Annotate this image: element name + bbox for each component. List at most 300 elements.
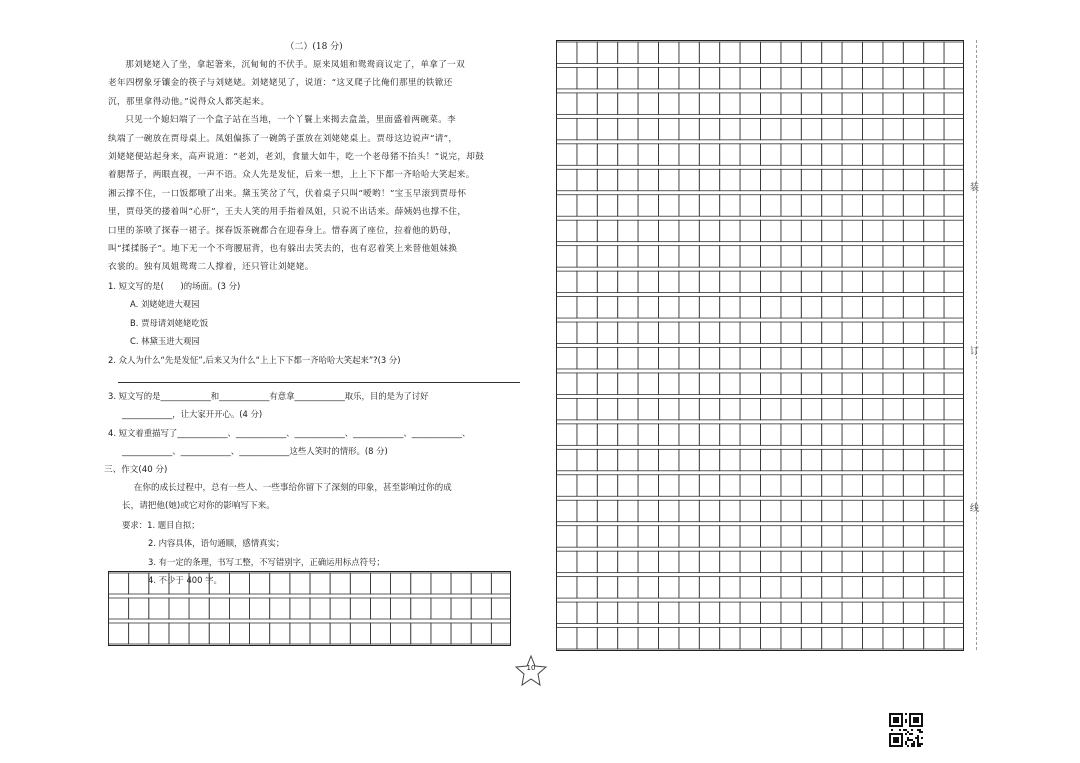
qr-module	[917, 743, 919, 745]
grid-cell	[618, 424, 638, 445]
grid-cell	[659, 67, 679, 88]
grid-cell	[129, 598, 149, 619]
grid-cell	[638, 271, 658, 292]
grid-cell	[781, 424, 801, 445]
grid-cell	[638, 526, 658, 547]
grid-cell	[618, 169, 638, 190]
grid-cell	[924, 526, 944, 547]
grid-cell	[638, 93, 658, 114]
grid-cell	[883, 500, 903, 521]
qr-module	[911, 739, 913, 741]
grid-cell	[944, 42, 964, 63]
grid-cell	[944, 118, 964, 139]
grid-cell	[801, 500, 821, 521]
grid-cell	[659, 42, 679, 63]
passage-line: 口里的茶喷了探春一裙子。探春饭茶碗都合在迎春身上。惜春离了座位，拉着他的奶母，	[108, 225, 457, 236]
grid-cell	[720, 322, 740, 343]
grid-cell	[638, 322, 658, 343]
grid-cell	[842, 220, 862, 241]
grid-cell	[944, 297, 964, 318]
grid-cell	[781, 118, 801, 139]
grid-cell	[229, 598, 249, 619]
grid-cell	[290, 623, 310, 644]
grid-cell	[129, 573, 149, 594]
grid-cell	[842, 551, 862, 572]
grid-cell	[883, 297, 903, 318]
grid-cell	[883, 628, 903, 649]
grid-cell	[699, 246, 719, 267]
grid-cell	[391, 573, 411, 594]
grid-cell	[699, 475, 719, 496]
grid-cell	[781, 526, 801, 547]
grid-cell	[618, 297, 638, 318]
grid-cell	[577, 195, 597, 216]
grid-cell	[431, 573, 451, 594]
grid-cell	[801, 424, 821, 445]
grid-cell	[740, 246, 760, 267]
grid-cell	[679, 144, 699, 165]
grid-cell	[597, 577, 617, 598]
grid-cell	[638, 144, 658, 165]
qr-module	[907, 737, 909, 739]
grid-cell	[944, 348, 964, 369]
grid-cell	[944, 628, 964, 649]
grid-cell	[577, 398, 597, 419]
binding-mark-ding: 订	[970, 347, 980, 357]
grid-cell	[863, 628, 883, 649]
grid-cell	[720, 526, 740, 547]
grid-cell	[720, 348, 740, 369]
grid-cell	[863, 144, 883, 165]
grid-cell	[720, 628, 740, 649]
grid-cell	[618, 67, 638, 88]
grid-cell	[944, 551, 964, 572]
grid-cell	[944, 500, 964, 521]
grid-cell	[189, 623, 209, 644]
answer-line[interactable]	[118, 369, 520, 383]
grid-cell	[720, 246, 740, 267]
grid-cell	[883, 348, 903, 369]
grid-cell	[863, 551, 883, 572]
grid-cell	[310, 623, 330, 644]
grid-cell	[597, 169, 617, 190]
grid-cell	[557, 602, 577, 623]
grid-cell	[822, 577, 842, 598]
grid-cell	[638, 220, 658, 241]
grid-cell	[638, 577, 658, 598]
grid-cell	[109, 598, 129, 619]
grid-cell	[679, 118, 699, 139]
grid-cell	[903, 118, 923, 139]
qr-finder	[893, 717, 899, 723]
grid-cell	[577, 271, 597, 292]
grid-cell	[863, 398, 883, 419]
qr-module	[905, 721, 907, 723]
grid-cell	[903, 424, 923, 445]
grid-cell	[597, 475, 617, 496]
grid-cell	[577, 118, 597, 139]
grid-cell	[944, 449, 964, 470]
grid-cell	[638, 118, 658, 139]
grid-cell	[659, 169, 679, 190]
grid-cell	[924, 271, 944, 292]
grid-cell	[944, 424, 964, 445]
grid-cell	[903, 348, 923, 369]
grid-cell	[944, 577, 964, 598]
grid-cell	[903, 373, 923, 394]
grid-cell	[883, 67, 903, 88]
grid-cell	[761, 398, 781, 419]
composition-prompt-cont: 长，请把他(她)或它对你的影响写下来。	[122, 501, 275, 512]
grid-cell	[699, 551, 719, 572]
grid-cell	[842, 169, 862, 190]
grid-cell	[761, 195, 781, 216]
left-column	[104, 38, 520, 589]
qr-module	[891, 729, 893, 731]
page-number-badge	[512, 654, 550, 688]
grid-cell	[863, 271, 883, 292]
grid-cell	[944, 144, 964, 165]
grid-cell	[842, 118, 862, 139]
grid-cell	[679, 42, 699, 63]
grid-cell	[679, 246, 699, 267]
grid-cell	[761, 220, 781, 241]
grid-cell	[659, 449, 679, 470]
grid-cell	[781, 220, 801, 241]
grid-cell	[903, 297, 923, 318]
grid-cell	[679, 628, 699, 649]
grid-cell	[801, 628, 821, 649]
grid-cell	[924, 475, 944, 496]
grid-cell	[883, 93, 903, 114]
grid-cell	[944, 271, 964, 292]
qr-module	[905, 713, 907, 715]
grid-cell	[659, 551, 679, 572]
qr-module	[917, 735, 919, 737]
grid-cell	[597, 271, 617, 292]
grid-cell	[679, 500, 699, 521]
grid-cell	[638, 551, 658, 572]
grid-cell	[491, 623, 511, 644]
grid-cell	[638, 195, 658, 216]
grid-cell	[638, 67, 658, 88]
requirement-1: 要求：1. 题目自拟；	[122, 519, 200, 530]
grid-cell	[310, 573, 330, 594]
grid-cell	[557, 118, 577, 139]
grid-cell	[822, 602, 842, 623]
passage-line: 叫“揉揉肠子”。地下无一个不弯腰屈背，也有躲出去笑去的，也有忍着笑上来替他姐妹换	[108, 244, 458, 255]
grid-cell	[761, 246, 781, 267]
grid-cell	[720, 93, 740, 114]
grid-cell	[597, 93, 617, 114]
grid-cell	[944, 67, 964, 88]
grid-cell	[924, 169, 944, 190]
grid-cell	[618, 271, 638, 292]
grid-cell	[801, 373, 821, 394]
grid-cell	[883, 42, 903, 63]
grid-cell	[597, 144, 617, 165]
grid-cell	[944, 93, 964, 114]
grid-cell	[597, 551, 617, 572]
grid-cell	[740, 500, 760, 521]
grid-cell	[659, 246, 679, 267]
grid-cell	[944, 220, 964, 241]
grid-cell	[822, 93, 842, 114]
grid-cell	[557, 475, 577, 496]
grid-cell	[149, 598, 169, 619]
grid-cell	[659, 220, 679, 241]
grid-cell	[679, 93, 699, 114]
grid-cell	[801, 297, 821, 318]
grid-cell	[679, 297, 699, 318]
grid-cell	[761, 118, 781, 139]
grid-cell	[391, 623, 411, 644]
grid-cell	[924, 551, 944, 572]
composition-heading: 三、作文(40 分)	[104, 464, 168, 475]
grid-cell	[699, 526, 719, 547]
qr-finder	[893, 737, 899, 743]
grid-cell	[781, 42, 801, 63]
grid-cell	[761, 348, 781, 369]
grid-cell	[659, 322, 679, 343]
grid-cell	[659, 602, 679, 623]
grid-cell	[229, 623, 249, 644]
grid-cell	[801, 118, 821, 139]
grid-cell	[842, 373, 862, 394]
writing-grid-left[interactable]	[108, 571, 511, 646]
composition-prompt: 在你的成长过程中，总有一些人、一些事给你留下了深刻的印象，甚至影响过你的成	[133, 482, 452, 493]
grid-cell	[944, 475, 964, 496]
grid-cell	[699, 67, 719, 88]
grid-cell	[330, 598, 350, 619]
grid-cell	[924, 297, 944, 318]
question-4-line-1: 4. 短文着重描写了____________、____________、____________、____________、____________、	[108, 427, 471, 438]
grid-cell	[924, 398, 944, 419]
qr-module	[917, 741, 919, 743]
grid-cell	[618, 246, 638, 267]
grid-cell	[740, 271, 760, 292]
grid-cell	[557, 67, 577, 88]
grid-cell	[924, 577, 944, 598]
grid-cell	[781, 628, 801, 649]
grid-cell	[842, 67, 862, 88]
grid-cell	[577, 475, 597, 496]
grid-cell	[577, 169, 597, 190]
grid-cell	[740, 628, 760, 649]
grid-cell	[761, 526, 781, 547]
grid-cell	[781, 602, 801, 623]
grid-cell	[557, 526, 577, 547]
grid-cell	[679, 322, 699, 343]
grid-cell	[924, 42, 944, 63]
grid-cell	[638, 169, 658, 190]
qr-module	[919, 743, 921, 745]
grid-cell	[822, 424, 842, 445]
grid-cell	[924, 348, 944, 369]
grid-cell	[903, 93, 923, 114]
grid-cell	[863, 348, 883, 369]
grid-cell	[679, 348, 699, 369]
grid-cell	[699, 348, 719, 369]
qr-module	[919, 729, 921, 731]
grid-cell	[699, 195, 719, 216]
grid-cell	[822, 373, 842, 394]
grid-cell	[679, 449, 699, 470]
qr-module	[905, 733, 907, 735]
grid-cell	[679, 577, 699, 598]
grid-cell	[883, 602, 903, 623]
grid-cell	[557, 220, 577, 241]
grid-cell	[557, 144, 577, 165]
grid-cell	[229, 573, 249, 594]
grid-cell	[761, 577, 781, 598]
grid-cell	[842, 93, 862, 114]
grid-cell	[822, 195, 842, 216]
grid-cell	[883, 398, 903, 419]
grid-cell	[883, 373, 903, 394]
grid-cell	[451, 598, 471, 619]
grid-cell	[761, 424, 781, 445]
grid-cell	[842, 297, 862, 318]
grid-cell	[822, 475, 842, 496]
requirement-3: 3. 有一定的条理，书写工整，不写错别字，正确运用标点符号；	[148, 556, 385, 567]
grid-cell	[822, 297, 842, 318]
question-3-line-2: ____________，让大家开开心。(4 分)	[122, 409, 263, 420]
grid-cell	[597, 297, 617, 318]
grid-cell	[903, 144, 923, 165]
grid-cell	[944, 246, 964, 267]
grid-cell	[557, 373, 577, 394]
grid-cell	[149, 573, 169, 594]
grid-cell	[370, 598, 390, 619]
qr-module	[905, 741, 907, 743]
grid-cell	[842, 602, 862, 623]
grid-cell	[801, 449, 821, 470]
grid-cell	[638, 348, 658, 369]
grid-cell	[944, 398, 964, 419]
grid-cell	[699, 42, 719, 63]
grid-cell	[822, 220, 842, 241]
passage-line: 衣裳的。独有凤姐鸳鸯二人撑着，还只管让刘姥姥。	[108, 262, 314, 273]
qr-module	[915, 737, 917, 739]
question-2: 2. 众人为什么“先是发怔”,后来又为什么“上上下下都一齐哈哈大笑起来”?(3 分)	[108, 354, 401, 365]
qr-module	[909, 739, 911, 741]
grid-cell	[350, 573, 370, 594]
passage-line: 那刘姥姥入了坐，拿起箸来，沉甸甸的不伏手。原来凤姐和鸳鸯商议定了，单拿了一双	[125, 60, 466, 70]
grid-cell	[471, 573, 491, 594]
qr-module	[905, 719, 907, 721]
grid-cell	[740, 602, 760, 623]
grid-cell	[863, 67, 883, 88]
qr-module	[911, 743, 913, 745]
grid-cell	[903, 475, 923, 496]
grid-cell	[801, 144, 821, 165]
grid-cell	[679, 271, 699, 292]
grid-cell	[801, 475, 821, 496]
grid-cell	[903, 449, 923, 470]
grid-cell	[557, 169, 577, 190]
passage-line: 里，贾母笑的搂着叫“心肝”，王夫人笑的用手指着凤姐，只说不出话来。薛姨妈也撑不住，	[108, 207, 467, 218]
grid-cell	[801, 93, 821, 114]
grid-cell	[209, 623, 229, 644]
grid-cell	[822, 67, 842, 88]
grid-cell	[822, 169, 842, 190]
grid-cell	[740, 297, 760, 318]
grid-cell	[883, 220, 903, 241]
grid-cell	[679, 373, 699, 394]
grid-cell	[699, 118, 719, 139]
grid-cell	[679, 195, 699, 216]
grid-cell	[761, 322, 781, 343]
grid-cell	[801, 551, 821, 572]
grid-cell	[924, 93, 944, 114]
grid-cell	[781, 195, 801, 216]
grid-cell	[903, 628, 923, 649]
grid-cell	[699, 169, 719, 190]
grid-cell	[801, 169, 821, 190]
passage-line: 沉，那里拿得动他。”说得众人都笑起来。	[108, 96, 270, 107]
grid-cell	[883, 577, 903, 598]
grid-cell	[781, 246, 801, 267]
grid-cell	[659, 577, 679, 598]
qr-module	[907, 739, 909, 741]
grid-cell	[638, 628, 658, 649]
grid-cell	[618, 526, 638, 547]
grid-cell	[720, 500, 740, 521]
grid-cell	[822, 526, 842, 547]
grid-cell	[679, 220, 699, 241]
grid-cell	[618, 322, 638, 343]
grid-cell	[290, 598, 310, 619]
grid-cell	[944, 373, 964, 394]
writing-grid-right[interactable]	[556, 40, 964, 651]
grid-cell	[638, 373, 658, 394]
grid-cell	[699, 398, 719, 419]
grid-cell	[577, 93, 597, 114]
qr-module	[919, 731, 921, 733]
grid-cell	[720, 373, 740, 394]
grid-cell	[781, 144, 801, 165]
grid-cell	[863, 424, 883, 445]
grid-cell	[659, 144, 679, 165]
grid-cell	[699, 500, 719, 521]
grid-cell	[863, 246, 883, 267]
grid-cell	[659, 93, 679, 114]
grid-cell	[638, 424, 658, 445]
grid-cell	[740, 195, 760, 216]
grid-cell	[761, 449, 781, 470]
grid-cell	[638, 42, 658, 63]
qr-module	[903, 729, 905, 731]
grid-cell	[699, 271, 719, 292]
grid-cell	[944, 602, 964, 623]
grid-cell	[801, 271, 821, 292]
option-a: A. 刘姥姥进大观园	[130, 299, 200, 310]
grid-cell	[761, 144, 781, 165]
grid-cell	[270, 623, 290, 644]
grid-cell	[290, 573, 310, 594]
grid-cell	[781, 348, 801, 369]
qr-module	[917, 739, 919, 741]
grid-cell	[699, 297, 719, 318]
grid-cell	[801, 195, 821, 216]
grid-cell	[944, 169, 964, 190]
grid-cell	[883, 551, 903, 572]
grid-cell	[740, 424, 760, 445]
qr-module	[905, 729, 907, 731]
grid-cell	[109, 623, 129, 644]
grid-cell	[761, 169, 781, 190]
